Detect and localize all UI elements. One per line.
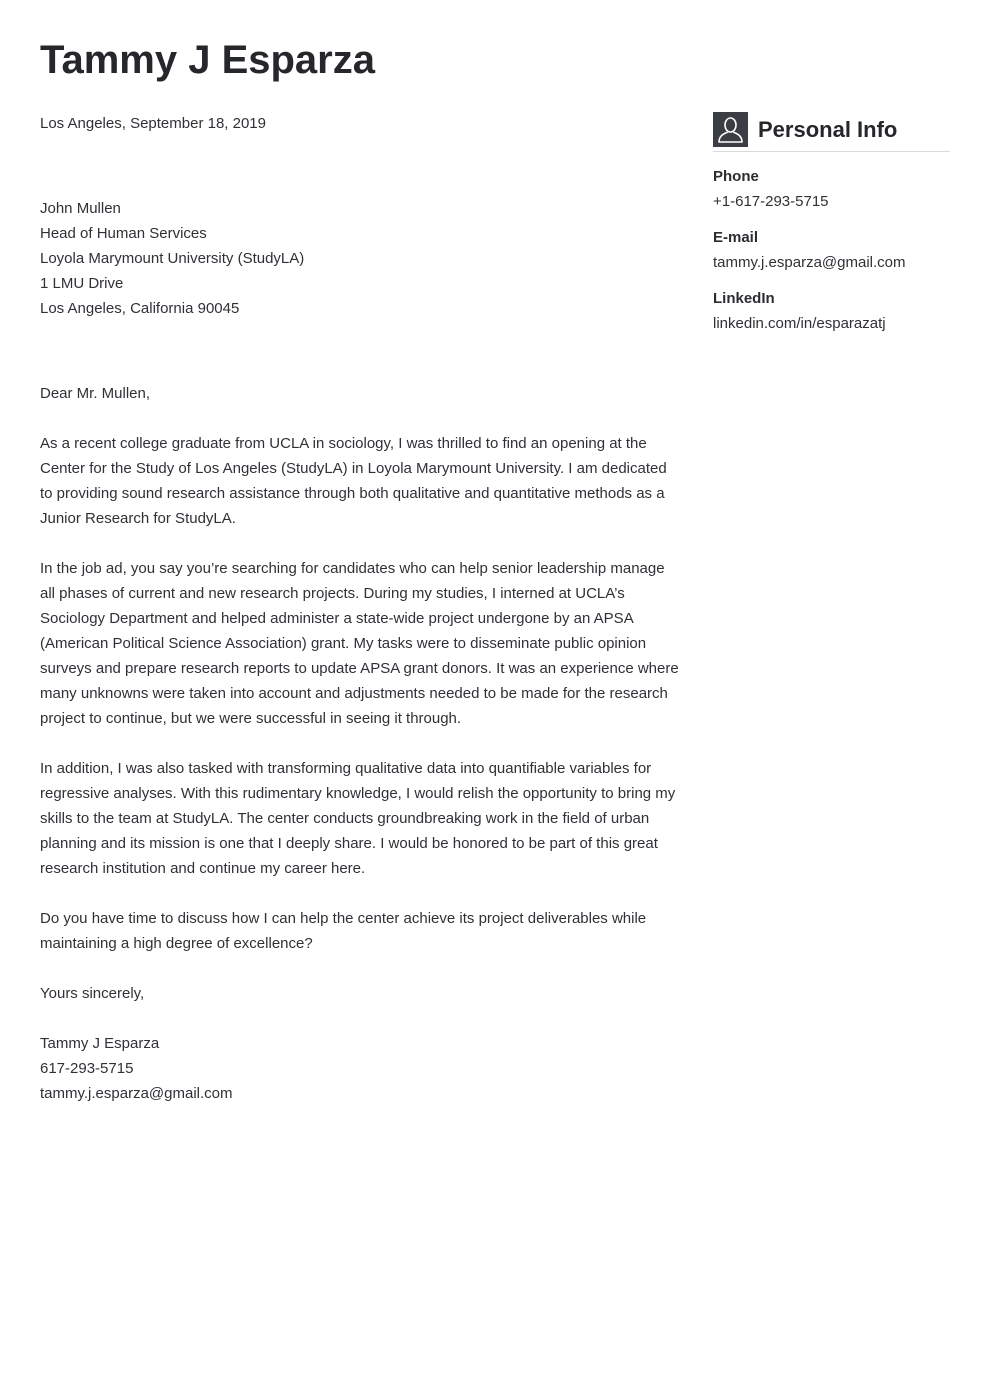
paragraph: In addition, I was also tasked with transforming qualitative data into quantifiable variables for regressive analyses. With this rudimentary knowledge, I would relish the opportunity to bring my skills to the team at StudyLA. The center conducts groundbreaking work in the field of urban planning and its mission is one that I deeply share. I would be honored to be part of this great research institution and continue my career here. [40, 760, 676, 877]
phone-label: Phone [713, 168, 759, 185]
cover-letter-body [40, 111, 680, 1106]
salutation: Dear Mr. Mullen, [40, 385, 151, 402]
date-line: Los Angeles, September 18, 2019 [40, 115, 266, 132]
signature-email: tammy.j.esparza@gmail.com [40, 1085, 233, 1102]
paragraph: Do you have time to discuss how I can help the center achieve its project deliverables while maintaining a high degree of excellence? [40, 910, 647, 952]
phone-value: +1-617-293-5715 [713, 193, 829, 210]
recipient-organization: Loyola Marymount University (StudyLA) [40, 250, 305, 267]
linkedin-label: LinkedIn [713, 290, 775, 307]
phone-field [713, 166, 950, 213]
recipient-street: 1 LMU Drive [40, 275, 124, 292]
recipient-title: Head of Human Services [40, 225, 207, 242]
personal-info-panel [713, 112, 950, 335]
email-value[interactable]: tammy.j.esparza@gmail.com [713, 254, 906, 271]
email-field [713, 227, 950, 274]
closing: Yours sincerely, [40, 985, 145, 1002]
signature-phone: 617-293-5715 [40, 1060, 134, 1077]
email-label: E-mail [713, 229, 759, 246]
candidate-name: Tammy J Esparza [40, 38, 375, 82]
linkedin-field [713, 288, 950, 335]
signature-block [40, 1031, 680, 1106]
recipient-city: Los Angeles, California 90045 [40, 300, 240, 317]
signature-name: Tammy J Esparza [40, 1035, 160, 1052]
recipient-block [40, 196, 680, 321]
paragraph: In the job ad, you say you’re searching for candidates who can help senior leadership manage all phases of current and new research projects. During my studies, I interned at UCLA’s Sociology Department and helped administer a state-wide project undergone by an APSA (American Political Science Association) grant. My tasks were to disseminate public opinion surveys and prepare research reports to update APSA grant donors. It was an experience where many unknowns were taken into account and adjustments needed to be made for the research project to continue, but we were successful in seeing it through. [40, 560, 679, 727]
person-icon [713, 112, 748, 147]
linkedin-value[interactable]: linkedin.com/in/esparazatj [713, 315, 886, 332]
recipient-name: John Mullen [40, 200, 121, 217]
paragraph: As a recent college graduate from UCLA in sociology, I was thrilled to find an opening at the Center for the Study of Los Angeles (StudyLA) in Loyola Marymount University. I am dedicated to providing sound research assistance through both qualitative and quantitative methods as a Junior Research for StudyLA. [40, 435, 667, 527]
personal-info-title: Personal Info [758, 116, 898, 142]
personal-info-header [713, 112, 950, 152]
